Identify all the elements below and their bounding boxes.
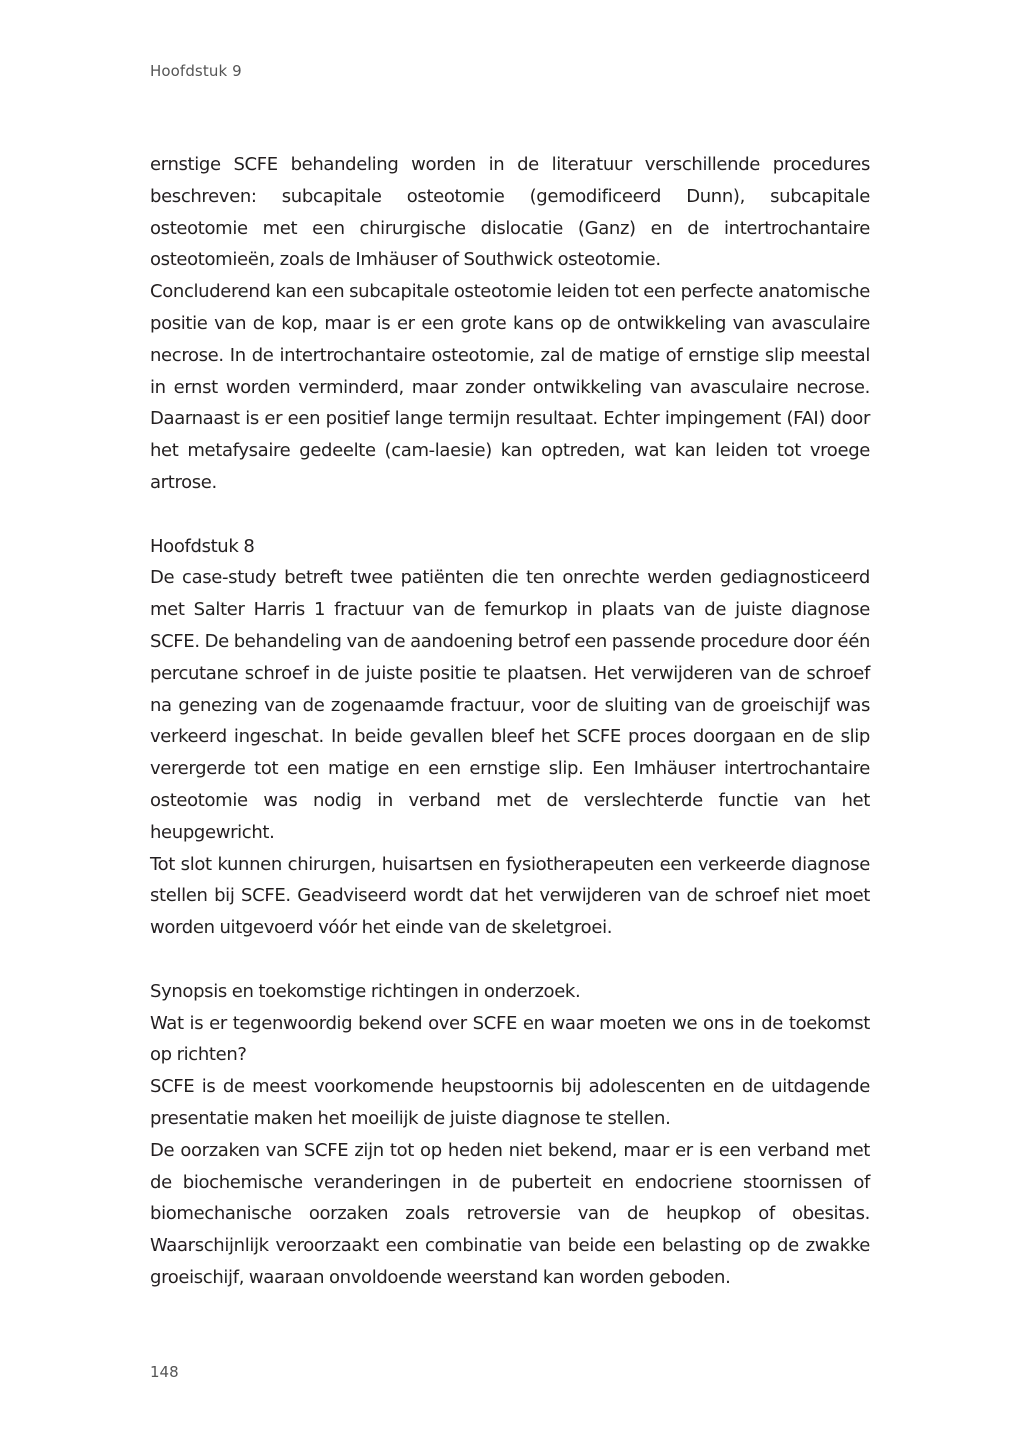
intro-paragraph-1: ernstige SCFE behandeling worden in de literatuur verschillende procedures beschreven: subcapitale osteotomie (gemodificeerd Dunn), subcapitale osteotomie met een chirurgische dislocatie (Ganz) en de intertrochantaire osteotomieën, zoals de Imhäuser of Southwick osteotomie. xyxy=(150,154,870,271)
running-head: Hoofdstuk 9 xyxy=(150,62,242,80)
section-spacer xyxy=(150,944,870,976)
page-body xyxy=(150,149,870,1294)
synopsis-paragraph-3: De oorzaken van SCFE zijn tot op heden niet bekend, maar er is een verband met de biochemische veranderingen in de puberteit en endocriene stoornissen of biomechanische oorzaken zoals retroversie van de heupkop of obesitas. Waarschijnlijk veroorzaakt een combinatie van beide een belasting op de zwakke groeischijf, waaraan onvoldoende weerstand kan worden geboden. xyxy=(150,1139,870,1288)
synopsis-paragraph-1: Wat is er tegenwoordig bekend over SCFE en waar moeten we ons in de toekomst op richten? xyxy=(150,1012,870,1066)
chapter8-heading: Hoofdstuk 8 xyxy=(150,535,255,557)
chapter8-paragraph-1: De case-study betreft twee patiënten die ten onrechte werden gediagnosticeerd met Salter Harris 1 fractuur van de femurkop in plaats van de juiste diagnose SCFE. De behandeling van de aandoening betrof een passende procedure door één percutane schroef in de juiste positie te plaatsen. Het verwijderen van de schroef na genezing van de zogenaamde fractuur, voor de sluiting van de groeischijf was verkeerd ingeschat. In beide gevallen bleef het SCFE proces doorgaan en de slip verergerde tot een matige en een ernstige slip. Een Imhäuser intertrochantaire osteotomie was nodig in verband met de verslechterde functie van het heupgewricht. xyxy=(150,567,870,843)
section-spacer xyxy=(150,499,870,531)
synopsis-paragraph-2: SCFE is de meest voorkomende heupstoornis bij adolescenten en de uitdagende presentatie maken het moeilijk de juiste diagnose te stellen. xyxy=(150,1076,870,1129)
chapter8-paragraph-2: Tot slot kunnen chirurgen, huisartsen en fysiotherapeuten een verkeerde diagnose stellen bij SCFE. Geadviseerd wordt dat het verwijderen van de schroef niet moet worden uitgevoerd vóór het einde van de skeletgroei. xyxy=(150,853,870,939)
synopsis-heading: Synopsis en toekomstige richtingen in onderzoek. xyxy=(150,980,581,1002)
page-number: 148 xyxy=(150,1363,179,1381)
intro-paragraph-2: Concluderend kan een subcapitale osteotomie leiden tot een perfecte anatomische positie van de kop, maar is er een grote kans op de ontwikkeling van avasculaire necrose. In de intertrochantaire osteotomie, zal de matige of ernstige slip meestal in ernst worden verminderd, maar zonder ontwikkeling van avasculaire necrose. Daarnaast is er een positief lange termijn resultaat. Echter impingement (FAI) door het metafysaire gedeelte (cam-laesie) kan optreden, wat kan leiden tot vroege artrose. xyxy=(150,281,870,493)
